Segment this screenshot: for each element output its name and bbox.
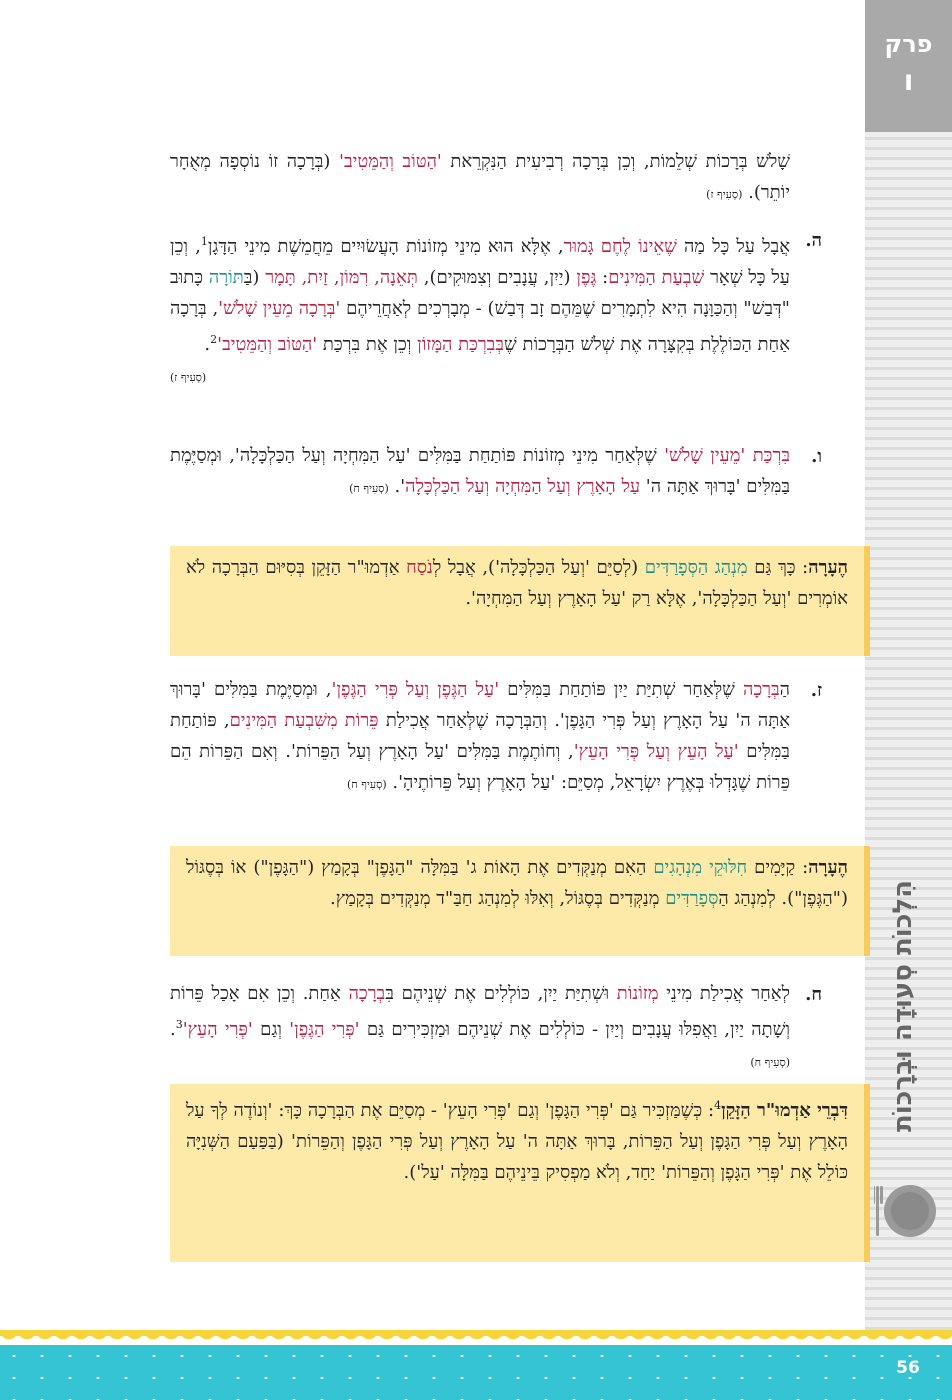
chapter-number: ו <box>903 64 914 97</box>
book-title: הִלְכוֹת סְעוּדָה וּבְרָכוֹת <box>888 880 918 1133</box>
section-ref: (סְעִיף ח) <box>349 482 389 495</box>
note-label: הֶעָרָה <box>808 557 848 578</box>
bottom-band <box>0 1345 952 1400</box>
paragraph-het: לְאַחַר אֲכִילַת מִינֵי מְזוֹנוֹת וּשְׁתִיַּת יַיִן, כּוֹלְלִים אֶת שְׁנֵיהֶם בִּבְרָכָה אַחַת. וְכֵן אִם אָכַל פֵּרוֹת וְשָׁתָה יַיִן, וַאֲפִלּוּ עֲנָבִים וְיַיִן - כּוֹלְלִים אֶת שְׁנֵיהֶם וּמַזְכִּירִים גַּם 'פְּרִי הַגֶּפֶן' וְגַם 'פְּרִי $הָעֵץ'^3$. (סְעִיף ח) <box>170 983 790 1069</box>
plate-cutlery-icon <box>874 1182 942 1240</box>
paragraph-zayin: הַבְּרָכָה שֶׁלְּאַחַר שְׁתִיַּת יַיִן פּוֹתַחַת בַּמִּלִּים 'עַל הַגֶּפֶן וְעַל פְּרִי הַגֶּפֶן', וּמְסַיֶּמֶת בַּמִּלִּים 'בָּרוּךְ אַתָּה ה' עַל הָאָרֶץ וְעַל פְּרִי הַגָּפֶן'. וְהַבְּרָכָה שֶׁלְּאַחַר אֲכִילַת פֵּרוֹת מִשִּׁבְעַת הַמִּינִים, פּוֹתַחַת בַּמִּלִּים 'עַל הָעֵץ וְעַל פְּרִי הָעֵץ', וְחוֹתֶמֶת בַּמִּלִּים 'עַל הָאָרֶץ וְעַל הַפֵּרוֹת'. וְאִם הַפֵּרוֹת הֵם פֵּרוֹת שֶׁגָּדְלוּ בְּאֶרֶץ יִשְׂרָאֵל, מְסַיֵּם: 'עַל הָאָרֶץ וְעַל פֵּרוֹתֶיהָ'. (סְעִיף ח) <box>170 679 790 793</box>
paragraph-letter: ז. <box>810 680 822 701</box>
paragraph-letter: ה. <box>805 230 822 251</box>
note-box: הֶעָרָה: כָּךְ גַּם מִנְהַג הַסְּפָרַדִּים (לְסַיֵּם 'וְעַל הַכַּלְכָּלָה'), אֲבָל לְנֹסַח אַדְמוּ"ר הַזָּקֵן בְּסִיּוּם הַבְּרָכָה לֹא אוֹמְרִים 'וְעַל הַכַּלְכָּלָה', אֶלָּא רַק 'עַל הָאָרֶץ וְעַל הַמִּחְיָה'. <box>170 546 870 656</box>
page-number: 56 <box>896 1358 920 1378</box>
paragraph-he: אֲבָל עַל כָּל מַה שֶׁאֵינוֹ לֶחֶם גָּמוּר, אֶלָּא הוּא מִינֵי מְזוֹנוֹת הָעֲשׂוּיִים מֵחֲמֵשֶׁת מִינֵי הַדָּגָן$^1$, וְכֵן עַל כָּל שְׁאָר שִׁבְעַת הַמִּינִים: גֶּפֶן (יַיִן, עֲנָבִים וְצִמּוּקִים), תְּאֵנָה, רִמּוֹן, זַיִת, תָּמָר (בַּתּוֹרָה כָּתוּב "דְּבַשׁ" וְהַכַּוָּנָה הִיא לִתְמָרִים שֶׁמֵּהֶם זָב דְּבַשׁ) - מְבָרְכִים לְאַחֲרֵיהֶם 'בְּרָכָה מֵעֵין שָׁלֹשׁ', בְּרָכָה אַחַת הַכּוֹלֶלֶת בְּקִצָּרָה אֶת שְׁלֹשׁ הַבְּרָכוֹת שֶׁבְּבִרְכַּת הַמָּזוֹן וְכֵן אֶת בִּרְכַּת 'הַטּוֹב $וְהַמֵּטִיב'^2$. (סְעִיף ז) <box>170 235 790 384</box>
chapter-word: פרק <box>884 30 933 58</box>
section-ref: (סְעִיף ח) <box>347 778 387 791</box>
chapter-box <box>865 0 952 132</box>
section-ref: (סְעִיף ז) <box>170 371 207 384</box>
paragraph-vav: בִּרְכַּת 'מֵעֵין שָׁלֹשׁ' שֶׁלְּאַחַר מִינֵי מְזוֹנוֹת פּוֹתַחַת בַּמִּלִּים 'עַל הַמִּחְיָה וְעַל הַכַּלְכָּלָה', וּמְסַיֶּמֶת בַּמִּלִּים 'בָּרוּךְ אַתָּה ה' עַל הָאָרֶץ וְעַל הַמִּחְיָה וְעַל הַכַּלְכָּלָה'. (סְעִיף ח) <box>170 445 790 497</box>
paragraph-letter: ו. <box>811 446 822 467</box>
section-ref: (סְעִיף ז) <box>706 188 743 201</box>
rabbi-quote-box: דִּבְרֵי אַדְמוּ"ר הַזָּקֵן$^4$: כְּשֶׁמַּזְכִּיר גַּם 'פְּרִי הַגָּפֶן' וְגַם 'פְּרִי הָעֵץ' - מְסַיֵּם אֶת הַבְּרָכָה כָּךְ: 'וְנוֹדֶה לְּךָ עַל הָאָרֶץ וְעַל פְּרִי הַגָּפֶן וְעַל הַפֵּרוֹת, בָּרוּךְ אַתָּה ה' עַל הָאָרֶץ וְעַל פְּרִי הַגָּפֶן וְהַפֵּרוֹת' (בַּפַּעַם הַשְּׁנִיָּה כּוֹלֵל אֶת 'פְּרִי הַגָּפֶן וְהַפֵּרוֹת' יַחַד, וְלֹא מַפְסִיק בֵּינֵיהֶם בַּמִּלָּה 'עַל'). <box>170 1084 870 1262</box>
intro-paragraph: שָׁלֹשׁ בְּרָכוֹת שְׁלֵמוֹת, וְכֵן בְּרָכָה רְבִיעִית הַנִּקְרֵאת 'הַטּוֹב וְהַמֵּטִיב' (בְּרָכָה זוֹ נוֹסְפָה מְאֻחָר יוֹתֵר). (סְעִיף ז) <box>170 151 790 203</box>
quote-label: דִּבְרֵי אַדְמוּ"ר הַזָּקֵן <box>721 1100 848 1121</box>
note-box: הֶעָרָה: קַיָּמִים חִלּוּקֵי מִנְהָגִים הַאִם מְנַקְּדִים אֶת הָאוֹת ג' בַּמִּלָּה "הַגָּפֶן" בְּקָמַץ ("הַגָּפֶן") אוֹ בְּסֶגּוֹל ("הַגֶּפֶן"). לְמִנְהַג הַסְּפָרַדִּים מְנַקְּדִים בְּסֶגּוֹל, וְאִלּוּ לְמִנְהַג חַבַּ"ד מְנַקְּדִים בְּקָמַץ. <box>170 846 870 956</box>
note-label: הֶעָרָה <box>808 857 848 878</box>
paragraph-letter: ח. <box>805 984 822 1005</box>
section-ref: (סְעִיף ח) <box>750 1056 790 1069</box>
